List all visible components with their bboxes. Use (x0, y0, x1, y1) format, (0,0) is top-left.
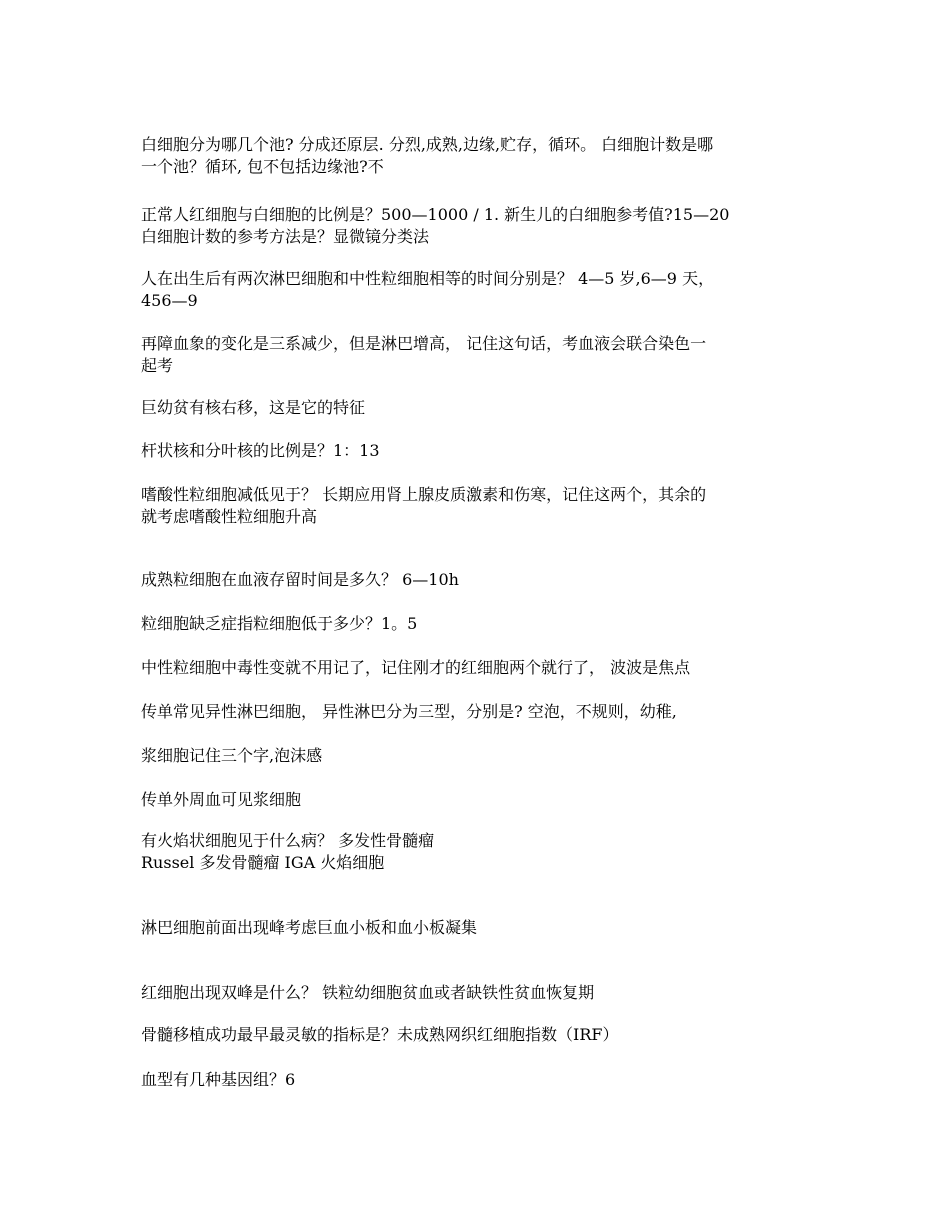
paragraph-8-line-1: 成熟粒细胞在血液存留时间是多久？ 6—10h (141, 570, 459, 589)
paragraph-5-line-1: 巨幼贫有核右移，这是它的特征 (141, 398, 366, 417)
paragraph-6-line-1: 杆状核和分叶核的比例是？1：13 (141, 441, 380, 460)
paragraph-1-line-1: 白细胞分为哪几个池? 分成还原层. 分烈,成熟,边缘,贮存，循环。 白细胞计数是哪 (141, 135, 714, 154)
paragraph-9-line-1: 粒细胞缺乏症指粒细胞低于多少？1。5 (141, 614, 418, 633)
paragraph-15-line-1: 淋巴细胞前面出现峰考虑巨血小板和血小板凝集 (141, 918, 478, 937)
paragraph-3-line-2: 456—9 (141, 291, 198, 310)
paragraph-13-line-1: 传单外周血可见浆细胞 (141, 790, 302, 809)
paragraph-1-line-2: 一个池？循环, 包不包括边缘池?不 (141, 157, 384, 176)
paragraph-4-line-2: 起考 (141, 356, 174, 375)
paragraph-4-line-1: 再障血象的变化是三系减少，但是淋巴增高， 记住这句话，考血液会联合染色一 (141, 334, 707, 353)
paragraph-7-line-1: 嗜酸性粒细胞减低见于？ 长期应用肾上腺皮质激素和伤寒，记住这两个，其余的 (141, 485, 707, 504)
paragraph-3-line-1: 人在出生后有两次淋巴细胞和中性粒细胞相等的时间分别是？ 4—5 岁,6—9 天， (141, 269, 715, 288)
paragraph-16-line-1: 红细胞出现双峰是什么？ 铁粒幼细胞贫血或者缺铁性贫血恢复期 (141, 983, 595, 1002)
paragraph-7-line-2: 就考虑嗜酸性粒细胞升高 (141, 507, 318, 526)
paragraph-17-line-1: 骨髓移植成功最早最灵敏的指标是？未成熟网织红细胞指数（IRF） (141, 1025, 619, 1044)
paragraph-14-line-2: Russel 多发骨髓瘤 IGA 火焰细胞 (141, 853, 385, 872)
paragraph-10-line-1: 中性粒细胞中毒性变就不用记了，记住刚才的红细胞两个就行了， 波波是焦点 (141, 658, 691, 677)
paragraph-12-line-1: 浆细胞记住三个字,泡沫感 (141, 746, 323, 765)
paragraph-18-line-1: 血型有几种基因组？6 (141, 1070, 296, 1089)
paragraph-11-line-1: 传单常见异性淋巴细胞， 异性淋巴分为三型，分别是? 空泡，不规则，幼稚, (141, 702, 677, 721)
paragraph-2-line-2: 白细胞计数的参考方法是？显微镜分类法 (141, 227, 430, 246)
paragraph-2-line-1: 正常人红细胞与白细胞的比例是？500—1000 / 1. 新生儿的白细胞参考值?15—20 (141, 205, 730, 224)
paragraph-14-line-1: 有火焰状细胞见于什么病？ 多发性骨髓瘤 (141, 831, 435, 850)
